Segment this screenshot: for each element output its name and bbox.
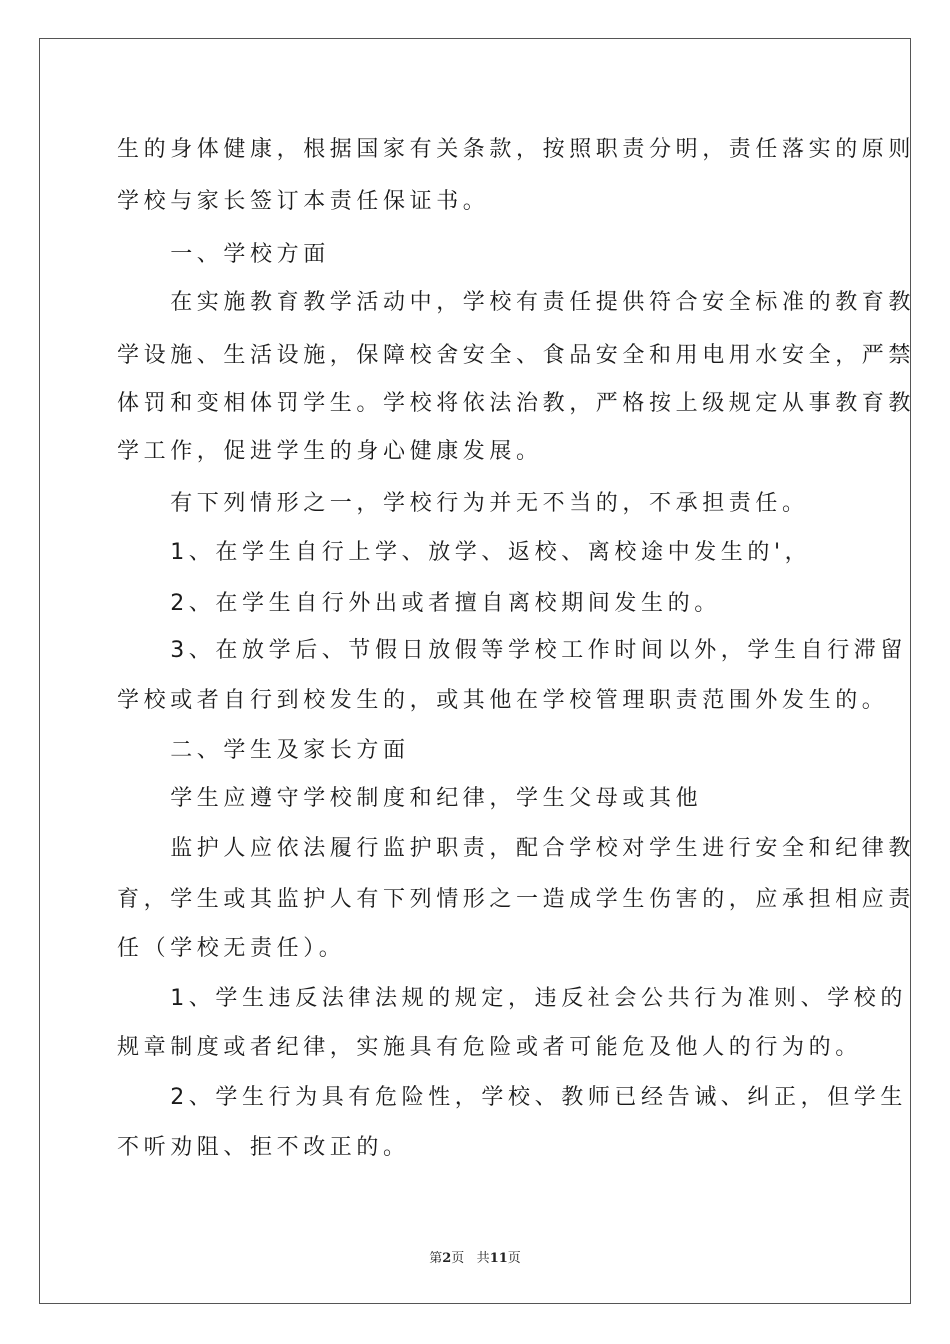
text-line: 学设施、生活设施，保障校舍安全、食品安全和用电用水安全，严禁 bbox=[117, 343, 916, 368]
total-suffix: 页 bbox=[507, 1251, 521, 1266]
text-line: 学校或者自行到校发生的，或其他在学校管理职责范围外发生的。 bbox=[117, 688, 889, 713]
list-item: 2、学生行为具有危险性，学校、教师已经告诫、纠正，但学生 bbox=[117, 1085, 907, 1110]
text-line: 生的身体健康，根据国家有关条款，按照职责分明，责任落实的原则 bbox=[117, 137, 916, 162]
text-line: 学生应遵守学校制度和纪律，学生父母或其他 bbox=[117, 786, 703, 811]
text-line: 学工作，促进学生的身心健康发展。 bbox=[117, 439, 543, 464]
list-item: 1、在学生自行上学、放学、返校、离校途中发生的'， bbox=[117, 540, 812, 565]
text-line: 不听劝阻、拒不改正的。 bbox=[117, 1135, 410, 1160]
section-heading: 二、学生及家长方面 bbox=[117, 738, 410, 763]
text-line: 在实施教育教学活动中，学校有责任提供符合安全标准的教育教 bbox=[117, 290, 916, 315]
text-line: 任（学校无责任）。 bbox=[117, 936, 346, 961]
text-line: 规章制度或者纪律，实施具有危险或者可能危及他人的行为的。 bbox=[117, 1035, 862, 1060]
page-total: 11 bbox=[489, 1251, 508, 1266]
page-footer bbox=[0, 1247, 950, 1266]
text-line: 有下列情形之一，学校行为并无不当的，不承担责任。 bbox=[117, 491, 809, 516]
text-line: 学校与家长签订本责任保证书。 bbox=[117, 189, 490, 214]
text-line: 监护人应依法履行监护职责，配合学校对学生进行安全和纪律教 bbox=[117, 836, 916, 861]
text-line: 育，学生或其监护人有下列情形之一造成学生伤害的，应承担相应责 bbox=[117, 887, 916, 912]
page-prefix: 第 bbox=[429, 1251, 443, 1266]
total-prefix: 共 bbox=[476, 1251, 490, 1266]
page-frame bbox=[39, 38, 911, 1304]
page-suffix: 页 bbox=[451, 1251, 465, 1266]
text-line: 体罚和变相体罚学生。学校将依法治教，严格按上级规定从事教育教 bbox=[117, 391, 916, 416]
page-current: 2 bbox=[442, 1251, 452, 1266]
list-item: 2、在学生自行外出或者擅自离校期间发生的。 bbox=[117, 591, 721, 616]
list-item: 1、学生违反法律法规的规定，违反社会公共行为准则、学校的 bbox=[117, 986, 907, 1011]
section-heading: 一、学校方面 bbox=[117, 242, 330, 267]
list-item: 3、在放学后、节假日放假等学校工作时间以外，学生自行滞留 bbox=[117, 638, 907, 663]
